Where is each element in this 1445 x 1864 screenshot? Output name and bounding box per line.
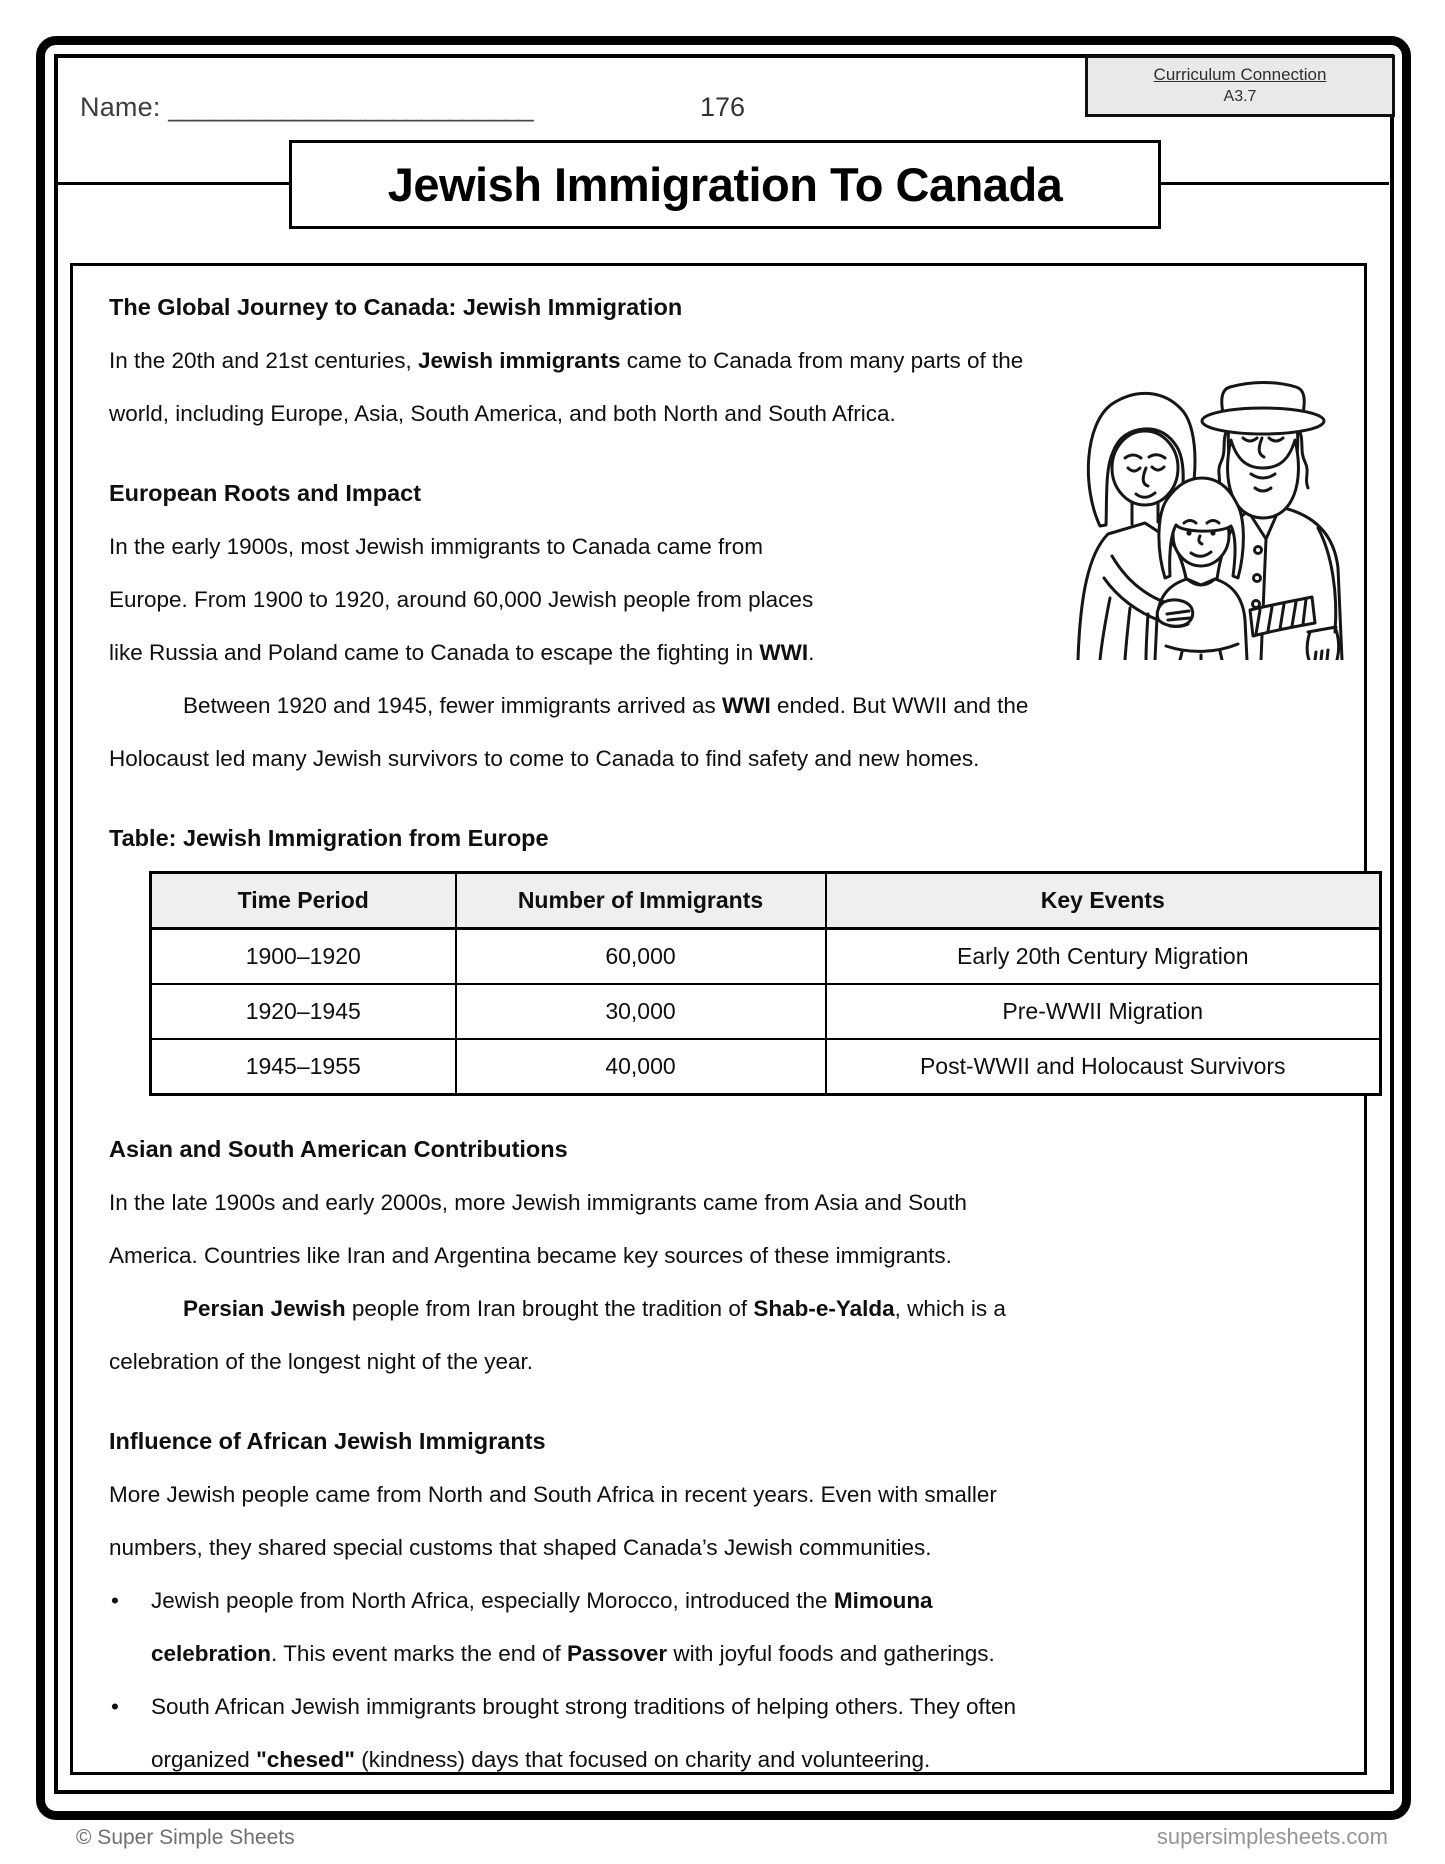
- heading-european-roots: European Roots and Impact: [109, 480, 422, 506]
- text-run: like Russia and Poland came to Canada to escape the fighting in: [109, 640, 760, 665]
- bullet-item-mimouna: [109, 1574, 1338, 1680]
- text-run: organized: [151, 1747, 257, 1772]
- page-number: 176: [699, 92, 746, 122]
- text-run: ended. But WWII and the: [770, 693, 1029, 718]
- text-run: WWI: [759, 640, 809, 665]
- text-run: world, including Europe, Asia, South America, and both North and South Africa.: [109, 401, 896, 426]
- text-run: More Jewish people came from North and South Africa in recent years. Even with smaller: [109, 1482, 997, 1507]
- text-run: Jewish immigrants: [417, 348, 621, 373]
- text-run: Mimouna: [833, 1588, 933, 1613]
- table-cell: 60,000: [456, 929, 826, 985]
- footer-website: supersimplesheets.com: [1156, 1824, 1388, 1849]
- text-run: Persian Jewish: [183, 1296, 346, 1321]
- text-run: celebration: [151, 1641, 272, 1666]
- text-run: South African Jewish immigrants brought strong traditions of helping others. They often: [151, 1694, 1017, 1719]
- table-header-row: [151, 873, 1381, 929]
- immigration-table-body: [151, 929, 1381, 1095]
- table-row: [151, 1039, 1381, 1095]
- footer-copyright: © Super Simple Sheets: [76, 1826, 295, 1849]
- table-header-cell: Key Events: [826, 873, 1381, 929]
- curriculum-title: Curriculum Connection: [1153, 65, 1327, 84]
- text-run: "chesed": [256, 1747, 355, 1772]
- table-cell: 30,000: [456, 984, 826, 1039]
- name-label: Name:: [80, 92, 161, 122]
- table-row: [151, 984, 1381, 1039]
- heading-african-influence: Influence of African Jewish Immigrants: [109, 1428, 546, 1454]
- paragraph-african-1: [109, 1468, 1338, 1574]
- table-cell: 1920–1945: [151, 984, 456, 1039]
- immigration-table: [149, 871, 1382, 1096]
- bullet-glyph: •: [111, 1588, 119, 1613]
- paragraph-asian-1: [109, 1176, 1338, 1282]
- text-run: celebration of the longest night of the year.: [109, 1349, 534, 1374]
- text-run: numbers, they shared special customs that shaped Canada’s Jewish communities.: [109, 1535, 932, 1560]
- bullet-text-mimouna: [151, 1574, 1338, 1680]
- text-run: Shab-e-Yalda: [753, 1296, 895, 1321]
- text-run: came to Canada from many parts of the: [620, 348, 1024, 373]
- heading-asian-south-american: Asian and South American Contributions: [109, 1136, 568, 1162]
- text-run: . This event marks the end of: [271, 1641, 568, 1666]
- text-run: people from Iran brought the tradition of: [345, 1296, 754, 1321]
- worksheet-title: Jewish Immigration To Canada: [387, 158, 1063, 211]
- paragraph-asian-2: [109, 1282, 1338, 1388]
- bullet-item-chesed: [109, 1680, 1338, 1786]
- table-header-cell: Time Period: [151, 873, 456, 929]
- table-cell: 40,000: [456, 1039, 826, 1095]
- text-run: Between 1920 and 1945, fewer immigrants arrived as: [183, 693, 723, 718]
- text-run: .: [808, 640, 815, 665]
- table-cell: Pre-WWII Migration: [826, 984, 1381, 1039]
- table-cell: 1900–1920: [151, 929, 456, 985]
- bullet-glyph: •: [111, 1694, 119, 1719]
- text-run: America. Countries like Iran and Argentina became key sources of these immigrants.: [109, 1243, 952, 1268]
- table-cell: Early 20th Century Migration: [826, 929, 1381, 985]
- text-run: with joyful foods and gatherings.: [667, 1641, 995, 1666]
- text-run: In the early 1900s, most Jewish immigrants to Canada came from: [109, 534, 764, 559]
- paragraph-european-2: [109, 679, 1338, 785]
- text-run: (kindness) days that focused on charity and volunteering.: [354, 1747, 931, 1772]
- bullet-text-chesed: [151, 1680, 1338, 1786]
- text-run: , which is a: [894, 1296, 1006, 1321]
- table-row: [151, 929, 1381, 985]
- text-run: In the 20th and 21st centuries,: [109, 348, 418, 373]
- text-run: In the late 1900s and early 2000s, more Jewish immigrants came from Asia and South: [109, 1190, 967, 1215]
- text-run: WWI: [722, 693, 771, 718]
- family-illustration: [1050, 326, 1366, 660]
- curriculum-code: A3.7: [1223, 88, 1257, 105]
- immigration-table-head: [151, 873, 1381, 929]
- heading-global-journey: The Global Journey to Canada: Jewish Immigration: [109, 294, 683, 320]
- table-header-cell: Number of Immigrants: [456, 873, 826, 929]
- text-run: Jewish people from North Africa, especially Morocco, introduced the: [151, 1588, 834, 1613]
- worksheet-title-box: [289, 140, 1161, 229]
- curriculum-box: [1085, 55, 1395, 117]
- text-run: Holocaust led many Jewish survivors to come to Canada to find safety and new homes.: [109, 746, 980, 771]
- table-cell: 1945–1955: [151, 1039, 456, 1095]
- table-cell: Post-WWII and Holocaust Survivors: [826, 1039, 1381, 1095]
- name-blank-line[interactable]: __________________________: [168, 92, 533, 122]
- daughter-figure: [1155, 478, 1247, 660]
- text-run: Europe. From 1900 to 1920, around 60,000 Jewish people from places: [109, 587, 814, 612]
- heading-table: Table: Jewish Immigration from Europe: [109, 825, 549, 851]
- text-run: Passover: [567, 1641, 668, 1666]
